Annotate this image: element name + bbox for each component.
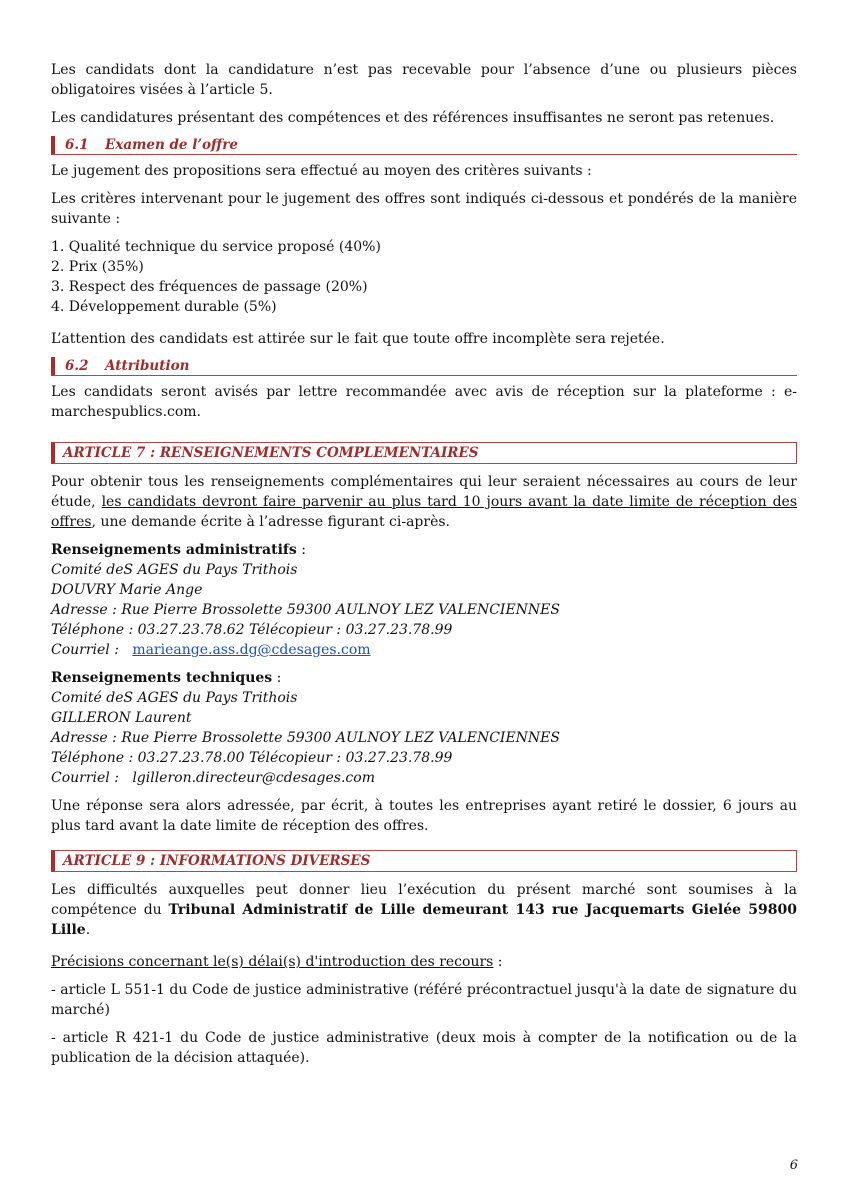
section-heading-6-1 xyxy=(51,136,797,155)
section-title: Attribution xyxy=(105,358,190,374)
contact-mail-label: Courriel : xyxy=(51,642,119,658)
contact-person: GILLERON Laurent xyxy=(51,710,192,726)
paragraph: L’attention des candidats est attirée sur le fait que toute offre incomplète sera rejetée. xyxy=(51,331,665,347)
colon: : xyxy=(296,542,306,558)
article-heading-7: ARTICLE 7 : RENSEIGNEMENTS COMPLEMENTAIRES xyxy=(51,442,797,464)
contact-org: Comité deS AGES du Pays Trithois xyxy=(51,690,298,706)
contact-mail: lgilleron.directeur@cdesages.com xyxy=(132,770,375,786)
list-item: 3. Respect des fréquences de passage (20%) xyxy=(51,279,368,295)
list-item: 2. Prix (35%) xyxy=(51,259,144,275)
paragraph: Le jugement des propositions sera effectué au moyen des critères suivants : xyxy=(51,163,592,179)
paragraph: - article L 551-1 du Code de justice administrative (référé précontractuel jusqu'à la date de signature du marché) xyxy=(51,982,797,1018)
section-heading-6-2 xyxy=(51,357,797,376)
contact-phone: Téléphone : 03.27.23.78.62 Télécopieur : 03.27.23.78.99 xyxy=(51,622,453,638)
paragraph xyxy=(51,952,797,972)
paragraph: Les candidats dont la candidature n’est pas recevable pour l’absence d’une ou plusieurs pièces obligatoires visées à l’article 5. xyxy=(51,62,797,98)
bold-text: Tribunal Administratif de Lille demeurant 143 rue Jacquemarts Gielée 59800 Lille xyxy=(51,902,797,938)
section-number: 6.1 xyxy=(65,137,89,153)
text-run: Les difficultés auxquelles peut donner lieu l’exécution du présent marché sont soumises à la compétence du xyxy=(51,882,797,918)
paragraph xyxy=(51,472,797,532)
list-item: 4. Développement durable (5%) xyxy=(51,299,277,315)
paragraph xyxy=(51,880,797,940)
contact-address: Adresse : Rue Pierre Brossolette 59300 AULNOY LEZ VALENCIENNES xyxy=(51,602,560,618)
email-link[interactable]: marieange.ass.dg@cdesages.com xyxy=(132,642,371,658)
contact-org: Comité deS AGES du Pays Trithois xyxy=(51,562,298,578)
paragraph: Les candidatures présentant des compétences et des références insuffisantes ne seront pas retenues. xyxy=(51,110,775,126)
paragraph: Une réponse sera alors adressée, par écrit, à toutes les entreprises ayant retiré le dossier, 6 jours au plus tard avant la date limite de réception des offres. xyxy=(51,798,797,834)
contact-heading: Renseignements administratifs xyxy=(51,542,297,558)
section-number: 6.2 xyxy=(65,358,89,374)
contact-block-admin xyxy=(51,540,797,660)
paragraph: Les critères intervenant pour le jugement des offres sont indiqués ci-dessous et pondérés de la manière suivante : xyxy=(51,191,797,227)
contact-phone: Téléphone : 03.27.23.78.00 Télécopieur : 03.27.23.78.99 xyxy=(51,750,453,766)
contact-address: Adresse : Rue Pierre Brossolette 59300 AULNOY LEZ VALENCIENNES xyxy=(51,730,560,746)
text-run: . xyxy=(85,922,91,938)
list-item: 1. Qualité technique du service proposé (40%) xyxy=(51,239,381,255)
contact-mail-label: Courriel : xyxy=(51,770,119,786)
underlined-text: les candidats devront faire parvenir au plus tard 10 jours avant la date limite de réception des offres xyxy=(51,494,797,530)
paragraph: Les candidats seront avisés par lettre recommandée avec avis de réception sur la plateforme : e-marchespublics.com. xyxy=(51,384,797,420)
page-number: 6 xyxy=(789,1158,798,1173)
article-heading-9: ARTICLE 9 : INFORMATIONS DIVERSES xyxy=(51,850,797,872)
contact-block-tech xyxy=(51,668,797,788)
colon: : xyxy=(272,670,282,686)
contact-heading: Renseignements techniques xyxy=(51,670,273,686)
text-run: Pour obtenir tous les renseignements complémentaires qui leur seraient nécessaires au cours de leur étude, xyxy=(51,474,797,510)
contact-person: DOUVRY Marie Ange xyxy=(51,582,203,598)
section-title: Examen de l’offre xyxy=(105,137,238,153)
paragraph: - article R 421-1 du Code de justice administrative (deux mois à compter de la notification ou de la publication de la décision attaquée). xyxy=(51,1030,797,1066)
criteria-list xyxy=(51,237,797,317)
document-page xyxy=(51,60,797,1076)
text-run: , une demande écrite à l’adresse figurant ci-après. xyxy=(91,514,450,530)
colon: : xyxy=(493,954,503,970)
underlined-text: Précisions concernant le(s) délai(s) d'introduction des recours xyxy=(51,954,494,970)
